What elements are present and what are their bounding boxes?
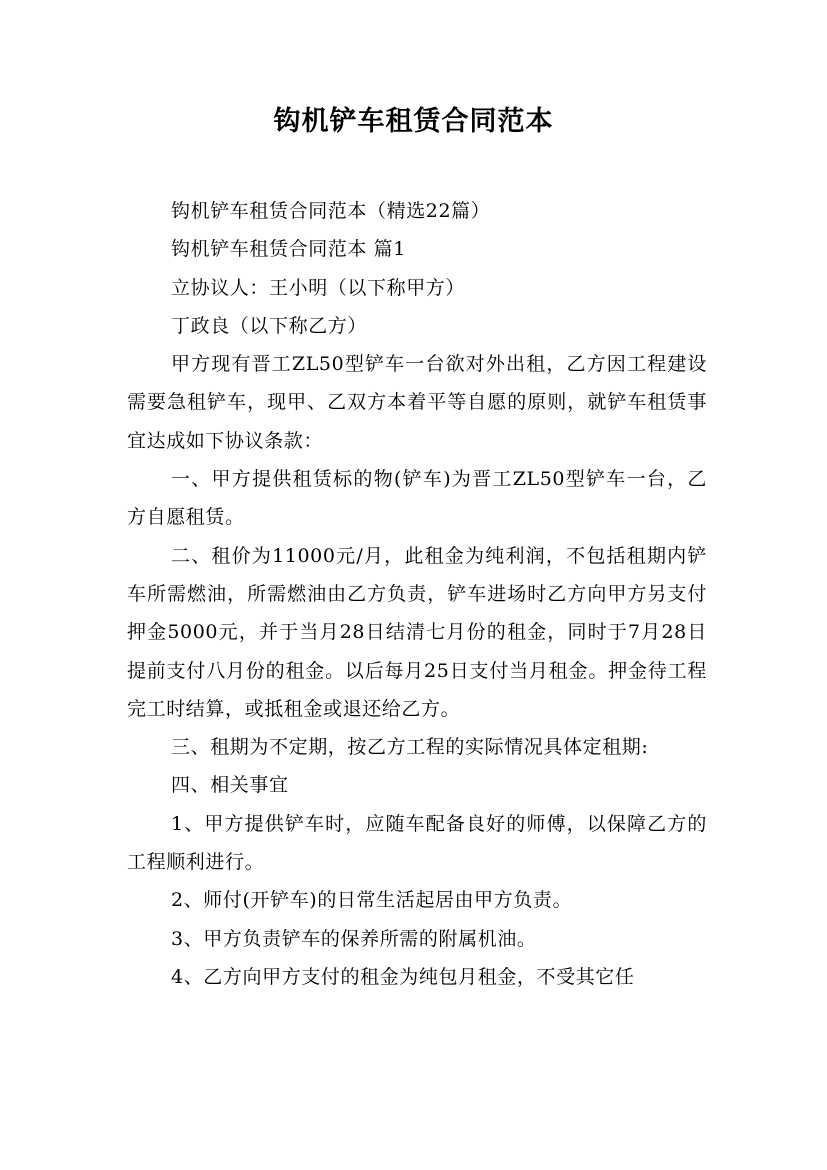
- paragraph-clause-2: 二、租价为11000元/月，此租金为纯利润，不包括租期内铲车所需燃油，所需燃油由乙方负责，铲车进场时乙方向甲方另支付押金5000元，并于当月28日结清七月份的租金，同时于7月28日提前支付八月份的租金。以后每月25日支付当月租金。押金待工程完工时结算，或抵租金或退还给乙方。: [127, 544, 707, 720]
- paragraph-party-b: 丁政良（以下称乙方）: [171, 314, 368, 337]
- paragraph-item-1: 1、甲方提供铲车时，应随车配备良好的师傅，以保障乙方的工程顺利进行。: [127, 812, 707, 874]
- paragraph-preamble: 甲方现有晋工ZL50型铲车一台欲对外出租，乙方因工程建设需要急租铲车，现甲、乙双方本着平等自愿的原则，就铲车租赁事宜达成如下协议条款：: [127, 353, 707, 452]
- paragraph-section-heading: 钩机铲车租赁合同范本 篇1: [171, 238, 406, 261]
- document-title: 钩机铲车租赁合同范本: [273, 106, 554, 137]
- paragraph-intro: 钩机铲车租赁合同范本（精选22篇）: [171, 200, 491, 222]
- document-body: [127, 192, 707, 996]
- paragraph-item-3: 3、甲方负责铲车的保养所需的附属机油。: [171, 927, 537, 950]
- paragraph-clause-1: 一、甲方提供租赁标的物(铲车)为晋工ZL50型铲车一台，乙方自愿租赁。: [127, 468, 707, 529]
- paragraph-clause-3: 三、租期为不定期，按乙方工程的实际情况具体定租期:: [171, 736, 649, 759]
- paragraph-clause-4: 四、相关事宜: [171, 774, 289, 797]
- paragraph-item-2: 2、师付(开铲车)的日常生活起居由甲方负责。: [171, 889, 573, 912]
- paragraph-item-4: 4、乙方向甲方支付的租金为纯包月租金，不受其它任: [171, 965, 635, 988]
- paragraph-party-a: 立协议人：王小明（以下称甲方）: [171, 276, 466, 299]
